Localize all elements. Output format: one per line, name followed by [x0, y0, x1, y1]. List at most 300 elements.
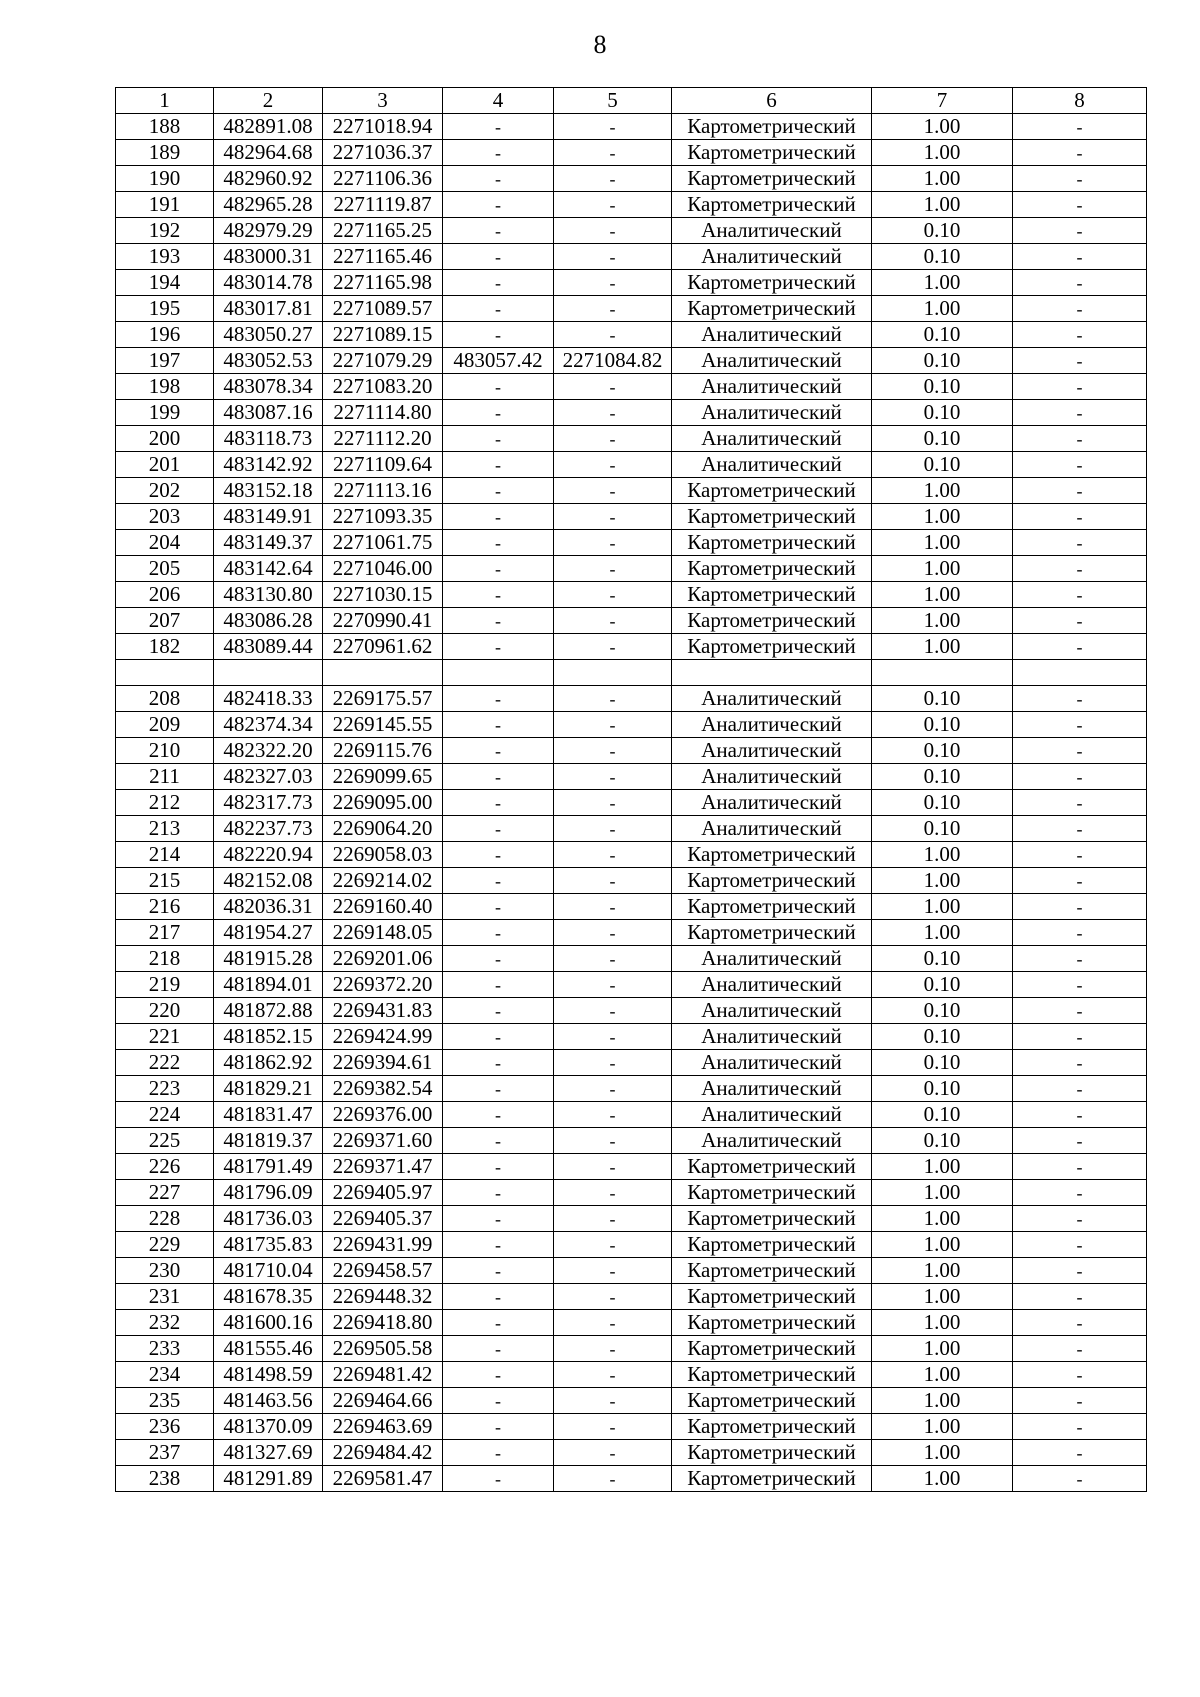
description-cell: -	[1013, 218, 1147, 244]
x-coordinate-alt-cell: -	[443, 322, 554, 348]
x-coordinate-alt-cell: -	[443, 270, 554, 296]
x-coordinate-cell: 482964.68	[214, 140, 323, 166]
description-cell: -	[1013, 712, 1147, 738]
description-cell: -	[1013, 842, 1147, 868]
accuracy-cell: 0.10	[872, 1128, 1013, 1154]
x-coordinate-cell: 483142.64	[214, 556, 323, 582]
method-cell: Аналитический	[672, 1128, 872, 1154]
table-row	[116, 712, 1147, 738]
y-coordinate-alt-cell: -	[554, 426, 672, 452]
accuracy-cell: 0.10	[872, 1076, 1013, 1102]
point-number-cell: 211	[116, 764, 214, 790]
point-number-cell: 208	[116, 686, 214, 712]
y-coordinate-alt-cell: -	[554, 1336, 672, 1362]
y-coordinate-alt-cell: -	[554, 582, 672, 608]
method-cell: Картометрический	[672, 166, 872, 192]
point-number-cell: 205	[116, 556, 214, 582]
x-coordinate-alt-cell: -	[443, 400, 554, 426]
description-cell: -	[1013, 1128, 1147, 1154]
method-cell: Картометрический	[672, 1180, 872, 1206]
y-coordinate-alt-cell: -	[554, 244, 672, 270]
description-cell: -	[1013, 868, 1147, 894]
x-coordinate-alt-cell: -	[443, 114, 554, 140]
table-row	[116, 114, 1147, 140]
description-cell: -	[1013, 1050, 1147, 1076]
column-header: 4	[443, 88, 554, 114]
accuracy-cell: 1.00	[872, 504, 1013, 530]
point-number-cell: 198	[116, 374, 214, 400]
y-coordinate-alt-cell: -	[554, 868, 672, 894]
x-coordinate-cell: 482152.08	[214, 868, 323, 894]
y-coordinate-alt-cell: -	[554, 998, 672, 1024]
method-cell: Картометрический	[672, 1310, 872, 1336]
method-cell: Картометрический	[672, 1414, 872, 1440]
table-row	[116, 244, 1147, 270]
point-number-cell: 191	[116, 192, 214, 218]
method-cell: Аналитический	[672, 712, 872, 738]
accuracy-cell: 1.00	[872, 894, 1013, 920]
y-coordinate-cell: 2271114.80	[323, 400, 443, 426]
x-coordinate-cell: 481600.16	[214, 1310, 323, 1336]
x-coordinate-cell: 482220.94	[214, 842, 323, 868]
table-row	[116, 946, 1147, 972]
method-cell: Картометрический	[672, 1206, 872, 1232]
x-coordinate-cell: 481327.69	[214, 1440, 323, 1466]
method-cell: Картометрический	[672, 1154, 872, 1180]
description-cell: -	[1013, 920, 1147, 946]
point-number-cell: 209	[116, 712, 214, 738]
table-row	[116, 1180, 1147, 1206]
point-number-cell: 234	[116, 1362, 214, 1388]
table-row	[116, 1076, 1147, 1102]
table-row	[116, 218, 1147, 244]
x-coordinate-cell: 483050.27	[214, 322, 323, 348]
y-coordinate-cell: 2269581.47	[323, 1466, 443, 1492]
y-coordinate-alt-cell: -	[554, 556, 672, 582]
y-coordinate-alt-cell: -	[554, 894, 672, 920]
description-cell: -	[1013, 114, 1147, 140]
accuracy-cell: 1.00	[872, 582, 1013, 608]
table-row	[116, 1024, 1147, 1050]
point-number-cell: 188	[116, 114, 214, 140]
accuracy-cell: 0.10	[872, 348, 1013, 374]
x-coordinate-alt-cell: -	[443, 1102, 554, 1128]
y-coordinate-cell: 2271089.15	[323, 322, 443, 348]
method-cell: Аналитический	[672, 686, 872, 712]
x-coordinate-alt-cell: -	[443, 816, 554, 842]
x-coordinate-cell: 483000.31	[214, 244, 323, 270]
description-cell: -	[1013, 1180, 1147, 1206]
x-coordinate-alt-cell: -	[443, 1414, 554, 1440]
accuracy-cell: 0.10	[872, 218, 1013, 244]
method-cell: Аналитический	[672, 322, 872, 348]
point-number-cell: 223	[116, 1076, 214, 1102]
table-row	[116, 582, 1147, 608]
description-cell: -	[1013, 192, 1147, 218]
x-coordinate-alt-cell: -	[443, 1336, 554, 1362]
x-coordinate-alt-cell: -	[443, 1050, 554, 1076]
x-coordinate-alt-cell	[443, 660, 554, 686]
y-coordinate-alt-cell: -	[554, 374, 672, 400]
accuracy-cell: 1.00	[872, 192, 1013, 218]
method-cell: Картометрический	[672, 1388, 872, 1414]
table-row	[116, 504, 1147, 530]
x-coordinate-alt-cell: -	[443, 1024, 554, 1050]
table-row	[116, 530, 1147, 556]
column-header: 5	[554, 88, 672, 114]
table-row	[116, 400, 1147, 426]
point-number-cell: 214	[116, 842, 214, 868]
method-cell: Картометрический	[672, 1362, 872, 1388]
y-coordinate-alt-cell: -	[554, 1050, 672, 1076]
method-cell: Картометрический	[672, 1232, 872, 1258]
y-coordinate-alt-cell: -	[554, 920, 672, 946]
method-cell: Картометрический	[672, 556, 872, 582]
description-cell: -	[1013, 1414, 1147, 1440]
table-row	[116, 764, 1147, 790]
table-row	[116, 634, 1147, 660]
method-cell: Аналитический	[672, 218, 872, 244]
method-cell: Аналитический	[672, 1050, 872, 1076]
x-coordinate-alt-cell: -	[443, 452, 554, 478]
x-coordinate-alt-cell: -	[443, 1258, 554, 1284]
description-cell: -	[1013, 348, 1147, 374]
point-number-cell: 203	[116, 504, 214, 530]
description-cell: -	[1013, 634, 1147, 660]
description-cell: -	[1013, 244, 1147, 270]
y-coordinate-alt-cell: -	[554, 842, 672, 868]
column-header: 1	[116, 88, 214, 114]
method-cell: Аналитический	[672, 972, 872, 998]
column-header: 8	[1013, 88, 1147, 114]
table-row	[116, 972, 1147, 998]
x-coordinate-cell: 482418.33	[214, 686, 323, 712]
table-row	[116, 1414, 1147, 1440]
table-row	[116, 322, 1147, 348]
y-coordinate-cell	[323, 660, 443, 686]
y-coordinate-alt-cell: -	[554, 1024, 672, 1050]
x-coordinate-cell: 481872.88	[214, 998, 323, 1024]
y-coordinate-cell: 2271113.16	[323, 478, 443, 504]
y-coordinate-alt-cell: -	[554, 270, 672, 296]
point-number-cell: 232	[116, 1310, 214, 1336]
y-coordinate-alt-cell: -	[554, 972, 672, 998]
x-coordinate-cell: 481710.04	[214, 1258, 323, 1284]
y-coordinate-alt-cell: 2271084.82	[554, 348, 672, 374]
x-coordinate-alt-cell: -	[443, 842, 554, 868]
y-coordinate-cell: 2269458.57	[323, 1258, 443, 1284]
x-coordinate-cell: 483078.34	[214, 374, 323, 400]
method-cell: Картометрический	[672, 1336, 872, 1362]
y-coordinate-alt-cell: -	[554, 816, 672, 842]
point-number-cell: 194	[116, 270, 214, 296]
table-row	[116, 1154, 1147, 1180]
point-number-cell: 212	[116, 790, 214, 816]
method-cell: Картометрический	[672, 270, 872, 296]
accuracy-cell: 0.10	[872, 946, 1013, 972]
x-coordinate-alt-cell: -	[443, 244, 554, 270]
x-coordinate-alt-cell: -	[443, 1076, 554, 1102]
x-coordinate-cell: 483149.37	[214, 530, 323, 556]
method-cell: Картометрический	[672, 608, 872, 634]
description-cell: -	[1013, 608, 1147, 634]
x-coordinate-alt-cell: -	[443, 712, 554, 738]
method-cell: Аналитический	[672, 1076, 872, 1102]
x-coordinate-alt-cell: -	[443, 1180, 554, 1206]
x-coordinate-cell: 481852.15	[214, 1024, 323, 1050]
method-cell: Картометрический	[672, 842, 872, 868]
table-row	[116, 478, 1147, 504]
point-number-cell: 237	[116, 1440, 214, 1466]
x-coordinate-alt-cell: -	[443, 1154, 554, 1180]
y-coordinate-cell: 2269372.20	[323, 972, 443, 998]
x-coordinate-cell: 483017.81	[214, 296, 323, 322]
point-number-cell: 213	[116, 816, 214, 842]
x-coordinate-alt-cell: -	[443, 556, 554, 582]
x-coordinate-alt-cell: -	[443, 790, 554, 816]
x-coordinate-cell: 482237.73	[214, 816, 323, 842]
accuracy-cell: 0.10	[872, 738, 1013, 764]
y-coordinate-alt-cell: -	[554, 686, 672, 712]
y-coordinate-alt-cell: -	[554, 1180, 672, 1206]
y-coordinate-alt-cell: -	[554, 712, 672, 738]
point-number-cell: 216	[116, 894, 214, 920]
table-row	[116, 452, 1147, 478]
method-cell: Картометрический	[672, 1440, 872, 1466]
accuracy-cell: 1.00	[872, 842, 1013, 868]
accuracy-cell: 0.10	[872, 400, 1013, 426]
x-coordinate-alt-cell: -	[443, 686, 554, 712]
y-coordinate-cell: 2269058.03	[323, 842, 443, 868]
point-number-cell: 226	[116, 1154, 214, 1180]
y-coordinate-cell: 2269145.55	[323, 712, 443, 738]
accuracy-cell: 0.10	[872, 1050, 1013, 1076]
y-coordinate-cell: 2269099.65	[323, 764, 443, 790]
method-cell: Картометрический	[672, 1466, 872, 1492]
accuracy-cell: 0.10	[872, 426, 1013, 452]
y-coordinate-cell: 2269505.58	[323, 1336, 443, 1362]
y-coordinate-cell: 2271089.57	[323, 296, 443, 322]
x-coordinate-cell: 483142.92	[214, 452, 323, 478]
x-coordinate-alt-cell: -	[443, 738, 554, 764]
y-coordinate-cell: 2269214.02	[323, 868, 443, 894]
table-row	[116, 1310, 1147, 1336]
accuracy-cell: 1.00	[872, 140, 1013, 166]
y-coordinate-cell: 2269115.76	[323, 738, 443, 764]
point-number-cell: 182	[116, 634, 214, 660]
column-header: 2	[214, 88, 323, 114]
accuracy-cell: 1.00	[872, 1440, 1013, 1466]
y-coordinate-alt-cell: -	[554, 192, 672, 218]
accuracy-cell: 1.00	[872, 556, 1013, 582]
x-coordinate-cell: 481829.21	[214, 1076, 323, 1102]
table-row	[116, 1102, 1147, 1128]
y-coordinate-cell: 2269484.42	[323, 1440, 443, 1466]
point-number-cell: 218	[116, 946, 214, 972]
y-coordinate-alt-cell: -	[554, 166, 672, 192]
x-coordinate-alt-cell: -	[443, 608, 554, 634]
table-row	[116, 426, 1147, 452]
y-coordinate-alt-cell: -	[554, 504, 672, 530]
accuracy-cell: 0.10	[872, 374, 1013, 400]
y-coordinate-cell: 2269371.47	[323, 1154, 443, 1180]
x-coordinate-cell: 483052.53	[214, 348, 323, 374]
description-cell: -	[1013, 400, 1147, 426]
x-coordinate-cell: 481831.47	[214, 1102, 323, 1128]
point-number-cell: 200	[116, 426, 214, 452]
y-coordinate-cell: 2271079.29	[323, 348, 443, 374]
x-coordinate-alt-cell: -	[443, 764, 554, 790]
x-coordinate-cell: 481463.56	[214, 1388, 323, 1414]
point-number-cell: 199	[116, 400, 214, 426]
accuracy-cell: 1.00	[872, 1258, 1013, 1284]
y-coordinate-cell: 2271046.00	[323, 556, 443, 582]
x-coordinate-cell: 481954.27	[214, 920, 323, 946]
y-coordinate-cell: 2269431.83	[323, 998, 443, 1024]
x-coordinate-cell: 482979.29	[214, 218, 323, 244]
y-coordinate-alt-cell: -	[554, 1076, 672, 1102]
description-cell: -	[1013, 790, 1147, 816]
point-number-cell	[116, 660, 214, 686]
accuracy-cell: 0.10	[872, 322, 1013, 348]
x-coordinate-alt-cell: -	[443, 478, 554, 504]
table-row	[116, 1258, 1147, 1284]
description-cell: -	[1013, 1206, 1147, 1232]
y-coordinate-cell: 2271165.98	[323, 270, 443, 296]
y-coordinate-alt-cell: -	[554, 764, 672, 790]
accuracy-cell: 1.00	[872, 1388, 1013, 1414]
x-coordinate-cell: 483089.44	[214, 634, 323, 660]
y-coordinate-alt-cell: -	[554, 296, 672, 322]
x-coordinate-alt-cell: -	[443, 1466, 554, 1492]
table-body	[116, 114, 1147, 1492]
point-number-cell: 227	[116, 1180, 214, 1206]
point-number-cell: 236	[116, 1414, 214, 1440]
x-coordinate-cell: 483118.73	[214, 426, 323, 452]
y-coordinate-alt-cell: -	[554, 1154, 672, 1180]
x-coordinate-cell: 481555.46	[214, 1336, 323, 1362]
method-cell: Аналитический	[672, 946, 872, 972]
table-row	[116, 1362, 1147, 1388]
y-coordinate-cell: 2269405.97	[323, 1180, 443, 1206]
x-coordinate-cell: 481796.09	[214, 1180, 323, 1206]
accuracy-cell: 1.00	[872, 1284, 1013, 1310]
accuracy-cell: 1.00	[872, 1466, 1013, 1492]
x-coordinate-cell: 481678.35	[214, 1284, 323, 1310]
y-coordinate-cell: 2269463.69	[323, 1414, 443, 1440]
accuracy-cell: 1.00	[872, 1180, 1013, 1206]
description-cell: -	[1013, 1310, 1147, 1336]
x-coordinate-alt-cell: -	[443, 1362, 554, 1388]
x-coordinate-cell	[214, 660, 323, 686]
y-coordinate-cell: 2269464.66	[323, 1388, 443, 1414]
x-coordinate-alt-cell: -	[443, 1206, 554, 1232]
description-cell: -	[1013, 426, 1147, 452]
x-coordinate-alt-cell: -	[443, 1232, 554, 1258]
table-row	[116, 374, 1147, 400]
accuracy-cell: 1.00	[872, 1362, 1013, 1388]
column-header: 3	[323, 88, 443, 114]
point-number-cell: 224	[116, 1102, 214, 1128]
point-number-cell: 235	[116, 1388, 214, 1414]
accuracy-cell: 0.10	[872, 712, 1013, 738]
y-coordinate-alt-cell: -	[554, 1258, 672, 1284]
point-number-cell: 201	[116, 452, 214, 478]
x-coordinate-cell: 483087.16	[214, 400, 323, 426]
table-row	[116, 556, 1147, 582]
x-coordinate-cell: 483014.78	[214, 270, 323, 296]
y-coordinate-alt-cell: -	[554, 478, 672, 504]
x-coordinate-cell: 482327.03	[214, 764, 323, 790]
x-coordinate-alt-cell: -	[443, 504, 554, 530]
method-cell: Картометрический	[672, 504, 872, 530]
x-coordinate-alt-cell: -	[443, 582, 554, 608]
x-coordinate-cell: 483130.80	[214, 582, 323, 608]
description-cell: -	[1013, 972, 1147, 998]
y-coordinate-cell: 2269371.60	[323, 1128, 443, 1154]
x-coordinate-cell: 481498.59	[214, 1362, 323, 1388]
point-number-cell: 217	[116, 920, 214, 946]
y-coordinate-alt-cell: -	[554, 1440, 672, 1466]
x-coordinate-alt-cell: -	[443, 140, 554, 166]
accuracy-cell: 1.00	[872, 634, 1013, 660]
point-number-cell: 225	[116, 1128, 214, 1154]
x-coordinate-cell: 481736.03	[214, 1206, 323, 1232]
y-coordinate-alt-cell: -	[554, 790, 672, 816]
x-coordinate-alt-cell: -	[443, 296, 554, 322]
description-cell: -	[1013, 270, 1147, 296]
description-cell: -	[1013, 946, 1147, 972]
point-number-cell: 220	[116, 998, 214, 1024]
point-number-cell: 197	[116, 348, 214, 374]
method-cell: Картометрический	[672, 894, 872, 920]
y-coordinate-cell: 2269160.40	[323, 894, 443, 920]
y-coordinate-cell: 2271165.46	[323, 244, 443, 270]
method-cell: Аналитический	[672, 452, 872, 478]
y-coordinate-cell: 2269382.54	[323, 1076, 443, 1102]
point-number-cell: 207	[116, 608, 214, 634]
description-cell: -	[1013, 1440, 1147, 1466]
table-row	[116, 816, 1147, 842]
y-coordinate-alt-cell: -	[554, 140, 672, 166]
page-number: 8	[593, 30, 607, 59]
y-coordinate-cell: 2269424.99	[323, 1024, 443, 1050]
table-row	[116, 270, 1147, 296]
x-coordinate-alt-cell: -	[443, 920, 554, 946]
table-row	[116, 1440, 1147, 1466]
table-row	[116, 1232, 1147, 1258]
point-number-cell: 222	[116, 1050, 214, 1076]
accuracy-cell: 0.10	[872, 790, 1013, 816]
description-cell: -	[1013, 1388, 1147, 1414]
point-number-cell: 196	[116, 322, 214, 348]
accuracy-cell: 1.00	[872, 1336, 1013, 1362]
y-coordinate-alt-cell: -	[554, 218, 672, 244]
description-cell: -	[1013, 582, 1147, 608]
y-coordinate-alt-cell: -	[554, 452, 672, 478]
accuracy-cell: 0.10	[872, 244, 1013, 270]
y-coordinate-cell: 2269201.06	[323, 946, 443, 972]
method-cell: Картометрический	[672, 530, 872, 556]
y-coordinate-alt-cell: -	[554, 1466, 672, 1492]
x-coordinate-cell: 481862.92	[214, 1050, 323, 1076]
x-coordinate-alt-cell: -	[443, 894, 554, 920]
x-coordinate-cell: 481370.09	[214, 1414, 323, 1440]
description-cell: -	[1013, 374, 1147, 400]
y-coordinate-cell: 2269448.32	[323, 1284, 443, 1310]
x-coordinate-alt-cell: -	[443, 426, 554, 452]
table-row	[116, 1284, 1147, 1310]
